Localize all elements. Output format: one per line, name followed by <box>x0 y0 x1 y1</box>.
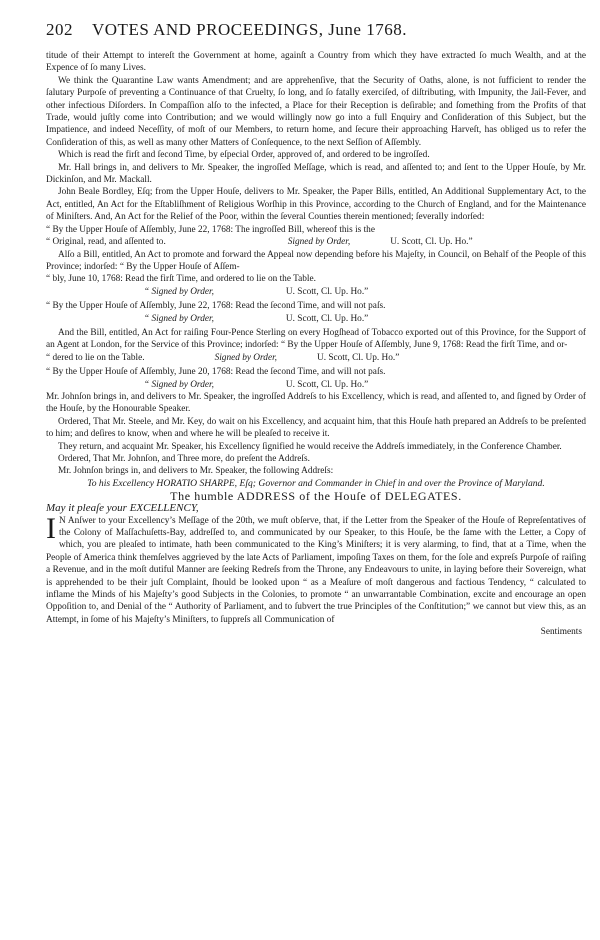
salutation: May it pleaſe your EXCELLENCY, <box>46 502 199 515</box>
paragraph: And the Bill, entitled, An Act for raiſing Four-Pence Sterling on every Hogſhead of Tobacco exported out of this Province, for the Support of an Agent at London, for the Service of this Province; indorſed: “ By the Upper Houſe of Aſſembly, June 9, 1768: Read the firſt Time, and or- <box>46 327 586 351</box>
clerk-name: U. Scott, Cl. Up. Ho.” <box>285 379 369 390</box>
paragraph: They return, and acquaint Mr. Speaker, his Excellency ſignified he would receive the Addreſs immediately, in the Conference Chamber. <box>58 441 562 452</box>
paragraph: titude of their Attempt to intereſt the Government at home, againſt a Country from which they have extracted ſo much Wealth, and at the Expence of ſo many Lives. <box>46 51 586 74</box>
paragraph: Ordered, That Mr. Johnſon, and Three more, do preſent the Addreſs. <box>58 454 310 464</box>
address-body <box>46 511 586 627</box>
endorsement-line <box>46 236 586 248</box>
catchword: Sentiments <box>540 627 582 638</box>
signed-by-order: Signed by Order, <box>214 352 277 363</box>
endorsement-line: “ By the Upper Houſe of Aſſembly, June 22, 1768: The ingroſſed Bill, whereof this is the <box>46 224 375 235</box>
signature-line <box>46 313 586 325</box>
signed-by-order: “ Signed by Order, <box>144 313 214 324</box>
endorsement-line: “ bly, June 10, 1768: Read the firſt Time, and ordered to lie on the Table. <box>46 274 316 285</box>
signed-by-order: Signed by Order, <box>287 237 351 248</box>
paragraph: Which is read the firſt and ſecond Time, by eſpecial Order, approved of, and ordered to be ingroſſed. <box>58 150 430 161</box>
endorsement-text: “ dered to lie on the Table. <box>46 352 145 363</box>
signed-by-order: “ Signed by Order, <box>144 286 214 297</box>
drop-cap: I <box>46 511 56 545</box>
paragraph: We think the Quarantine Law wants Amendment; and are apprehenſive, that the Security of Oaths, alone, is not ſufficient to render the ſalutary Purpoſe of preventing a Continuance of that Cruelty, ſo long, and ſo fatally exerciſed, of diſtributing, with Impunity, the Jail-Fever, and other infectious Diſorders. In Compaſſion alſo to the infected, a Place for their Reception is deſirable; and ſomething from the Profits of that Trade, would juſtly come into Contribution; and we would willingly now go into a full Enquiry and Conſideration of this Subject, but the Impatience, and indeed Neceſſity, of moſt of our Members, to return home, and ſecure their approaching Harveſt, has obliged us to refer the Conſideration of this, as well as many other Matters of Conſequence, to the next Seſſion of Aſſembly. <box>46 75 586 148</box>
clerk-name: U. Scott, Cl. Up. Ho.” <box>390 237 473 248</box>
paragraph: Mr. Hall brings in, and delivers to Mr. Speaker, the ingroſſed Meſſage, which is read, and aſſented to; and ſent to the Upper Houſe, by Mr. Dickinſon, and Mr. Mackall. <box>46 162 586 186</box>
signature-line <box>46 286 586 298</box>
clerk-name: U. Scott, Cl. Up. Ho.” <box>316 352 400 363</box>
signature-line <box>46 379 586 391</box>
page-number: 202 <box>46 20 73 39</box>
address-text: N Anſwer to your Excellency’s Meſſage of the 20th, we muſt obſerve, that, if the Letter from the Speaker of the Houſe of Repreſentatives of the Colony of Maſſachuſetts-Bay, addreſſed to, and communicated by our Speaker, to this Houſe, be the ſame with the Letter, a Copy of which, you are pleaſed to intimate, hath been communicated to the King’s Miniſters; it is very alarming, to find, that at a Time, when the People of America think themſelves aggrieved by the late Acts of Parliament, impoſing Taxes on them, for the ſole and expreſs Purpoſe of raiſing a Revenue, and in the moſt dutiful Manner are ſeeking Redreſs from the Throne, any Endeavours to unite, in laying before their Sovereign, what is apprehended to be their juſt Complaint, ſhould be looked upon “ as a Meaſure of moſt dangerous and factious Tendency, “ calculated to inflame the Minds of his Majeſty’s good Subjects in the Colonies, to promote “ an unwarrantable Combination, excite and encourage an open Oppoſition to, and Denial of the “ Authority of Parliament, and to ſubvert the true Principles of the Conſtitution;” we cannot but view this, as an Attempt, in ſome of his Majeſty’s Miniſters, to ſuppreſs all Communication of <box>46 515 586 625</box>
paragraph: Mr. Johnſon brings in, and delivers to Mr. Speaker, the ingroſſed Addreſs to his Excellency, which is read, and aſſented to, and ſigned by Order of the Houſe, by the Honourable Speaker. <box>46 391 586 415</box>
clerk-name: U. Scott, Cl. Up. Ho.” <box>285 313 369 324</box>
running-header <box>46 20 586 40</box>
paragraph: Mr. Johnſon brings in, and delivers to Mr. Speaker, the following Addreſs: <box>58 466 334 477</box>
signed-by-order: “ Signed by Order, <box>144 379 214 390</box>
endorsement-line <box>46 352 586 364</box>
addressee: To his Excellency HORATIO SHARPE, Eſq; Governor and Commander in Chief in and over the Province of Maryland. <box>87 477 545 489</box>
page-body <box>46 50 586 639</box>
clerk-name: U. Scott, Cl. Up. Ho.” <box>285 286 369 297</box>
endorsement-line: “ By the Upper Houſe of Aſſembly, June 20, 1768: Read the ſecond Time, and will not paſs. <box>46 367 386 378</box>
endorsement-text: “ Original, read, and aſſented to. <box>46 237 166 248</box>
paragraph: Alſo a Bill, entitled, An Act to promote and forward the Appeal now depending before his Majeſty, in Council, on Behalf of the People of this Province; indorſed: “ By the Upper Houſe of Aſſem- <box>46 249 586 272</box>
paragraph: John Beale Bordley, Eſq; from the Upper Houſe, delivers to Mr. Speaker, the Paper Bills, entitled, An Additional Supplementary Act, to the Act, entitled, An Act for the Eſtabliſhment of Religious Worſhip in this Province, according to the Church of England, and for the Maintenance of Miniſters. And, An Act for the Relief of the Poor, within the ſeveral Counties therein mentioned; ſeverally indorſed: <box>46 187 586 223</box>
endorsement-line: “ By the Upper Houſe of Aſſembly, June 22, 1768: Read the ſecond Time, and will not paſs. <box>46 301 386 312</box>
address-title: The humble ADDRESS of the Houſe of DELEGATES. <box>170 488 462 503</box>
running-title: VOTES AND PROCEEDINGS, June 1768. <box>92 20 407 39</box>
paragraph: Ordered, That Mr. Steele, and Mr. Key, do wait on his Excellency, and acquaint him, that this Houſe hath prepared an Addreſs to be preſented to him; and deſires to know, when and where he will be pleaſed to receive it. <box>46 416 586 440</box>
